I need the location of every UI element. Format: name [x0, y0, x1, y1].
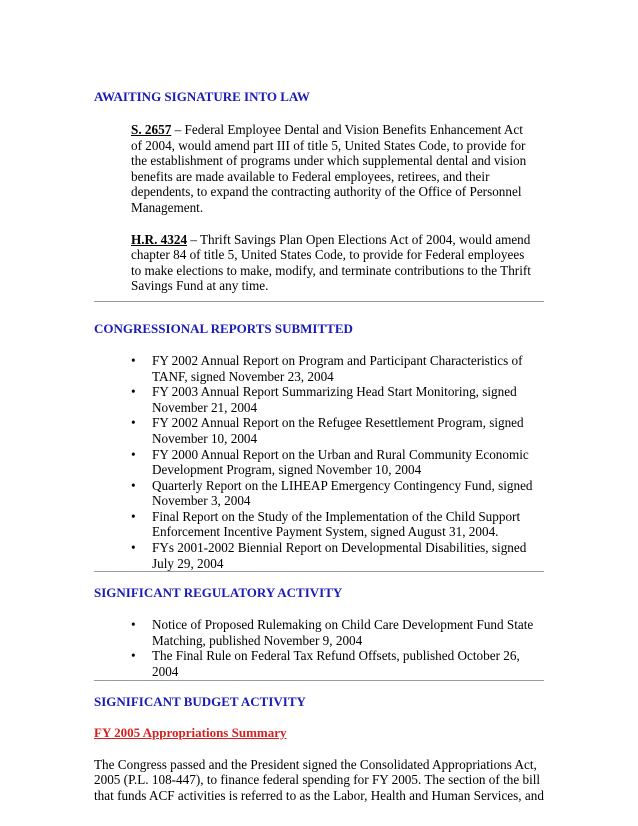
bullet-icon: •: [131, 415, 136, 431]
bill-number: S. 2657: [131, 122, 172, 137]
bullet-icon: •: [131, 617, 136, 633]
bill-description: – Thrift Savings Plan Open Elections Act of 2004, would amend chapter 84 of title 5, United States Code, to provide for Federal employees to make elections to make, modify, and terminate contributions to the Thrift Savings Fund at any time.: [131, 231, 531, 294]
heading-budget-activity: SIGNIFICANT BUDGET ACTIVITY: [94, 693, 306, 709]
bill-s2657: [131, 122, 531, 216]
bullet-icon: •: [131, 384, 136, 400]
list-item: • Quarterly Report on the LIHEAP Emergency Contingency Fund, signed November 3, 2004: [131, 477, 533, 509]
list-item: • Final Report on the Study of the Implementation of the Child Support Enforcement Incentive Payment System, signed August 31, 2004.: [131, 508, 521, 540]
document-page: [94, 89, 546, 803]
subheading-appropriations-summary: FY 2005 Appropriations Summary: [94, 724, 287, 740]
bill-description: – Federal Employee Dental and Vision Benefits Enhancement Act of 2004, would amend part III of title 5, United States Code, to provide for the establishment of programs under which supplemental dental and vision benefits are made available to Federal employees, retirees, and their dependents, to expand the contracting authority of the Office of Personnel Management.: [131, 122, 527, 215]
bullet-icon: •: [131, 648, 136, 664]
list-item: • FY 2000 Annual Report on the Urban and Rural Community Economic Development Program, signed November 10, 2004: [131, 446, 529, 478]
bullet-icon: •: [131, 540, 136, 556]
bill-hr4324: [131, 232, 531, 294]
heading-awaiting-signature: AWAITING SIGNATURE INTO LAW: [94, 89, 310, 104]
list-item: • FY 2003 Annual Report Summarizing Head Start Monitoring, signed November 21, 2004: [131, 384, 517, 415]
bullet-icon: •: [131, 352, 136, 368]
list-item: • The Final Rule on Federal Tax Refund Offsets, published October 26, 2004: [131, 648, 520, 680]
bullet-icon: •: [131, 477, 136, 493]
list-item: • FY 2002 Annual Report on the Refugee Resettlement Program, signed November 10, 2004: [131, 415, 524, 446]
reports-list: [94, 353, 543, 571]
bullet-icon: •: [131, 446, 136, 462]
list-item: • Notice of Proposed Rulemaking on Child Care Development Fund State Matching, published November 9, 2004: [131, 617, 534, 648]
regulatory-list: [94, 617, 543, 679]
list-item: • FYs 2001-2002 Biennial Report on Developmental Disabilities, signed July 29, 2004: [131, 540, 527, 571]
list-item: • FY 2002 Annual Report on Program and Participant Characteristics of TANF, signed November 23, 2004: [131, 352, 523, 384]
budget-paragraph: The Congress passed and the President signed the Consolidated Appropriations Act, 2005 (P.L. 108-447), to finance federal spending for FY 2005. The section of the bill that funds ACF activities is referred to as the Labor, Health and Human Services, and: [94, 756, 544, 803]
bill-number: H.R. 4324: [131, 231, 188, 247]
bullet-icon: •: [131, 508, 136, 524]
heading-regulatory-activity: SIGNIFICANT REGULATORY ACTIVITY: [94, 585, 343, 601]
heading-congressional-reports: CONGRESSIONAL REPORTS SUBMITTED: [94, 320, 353, 336]
